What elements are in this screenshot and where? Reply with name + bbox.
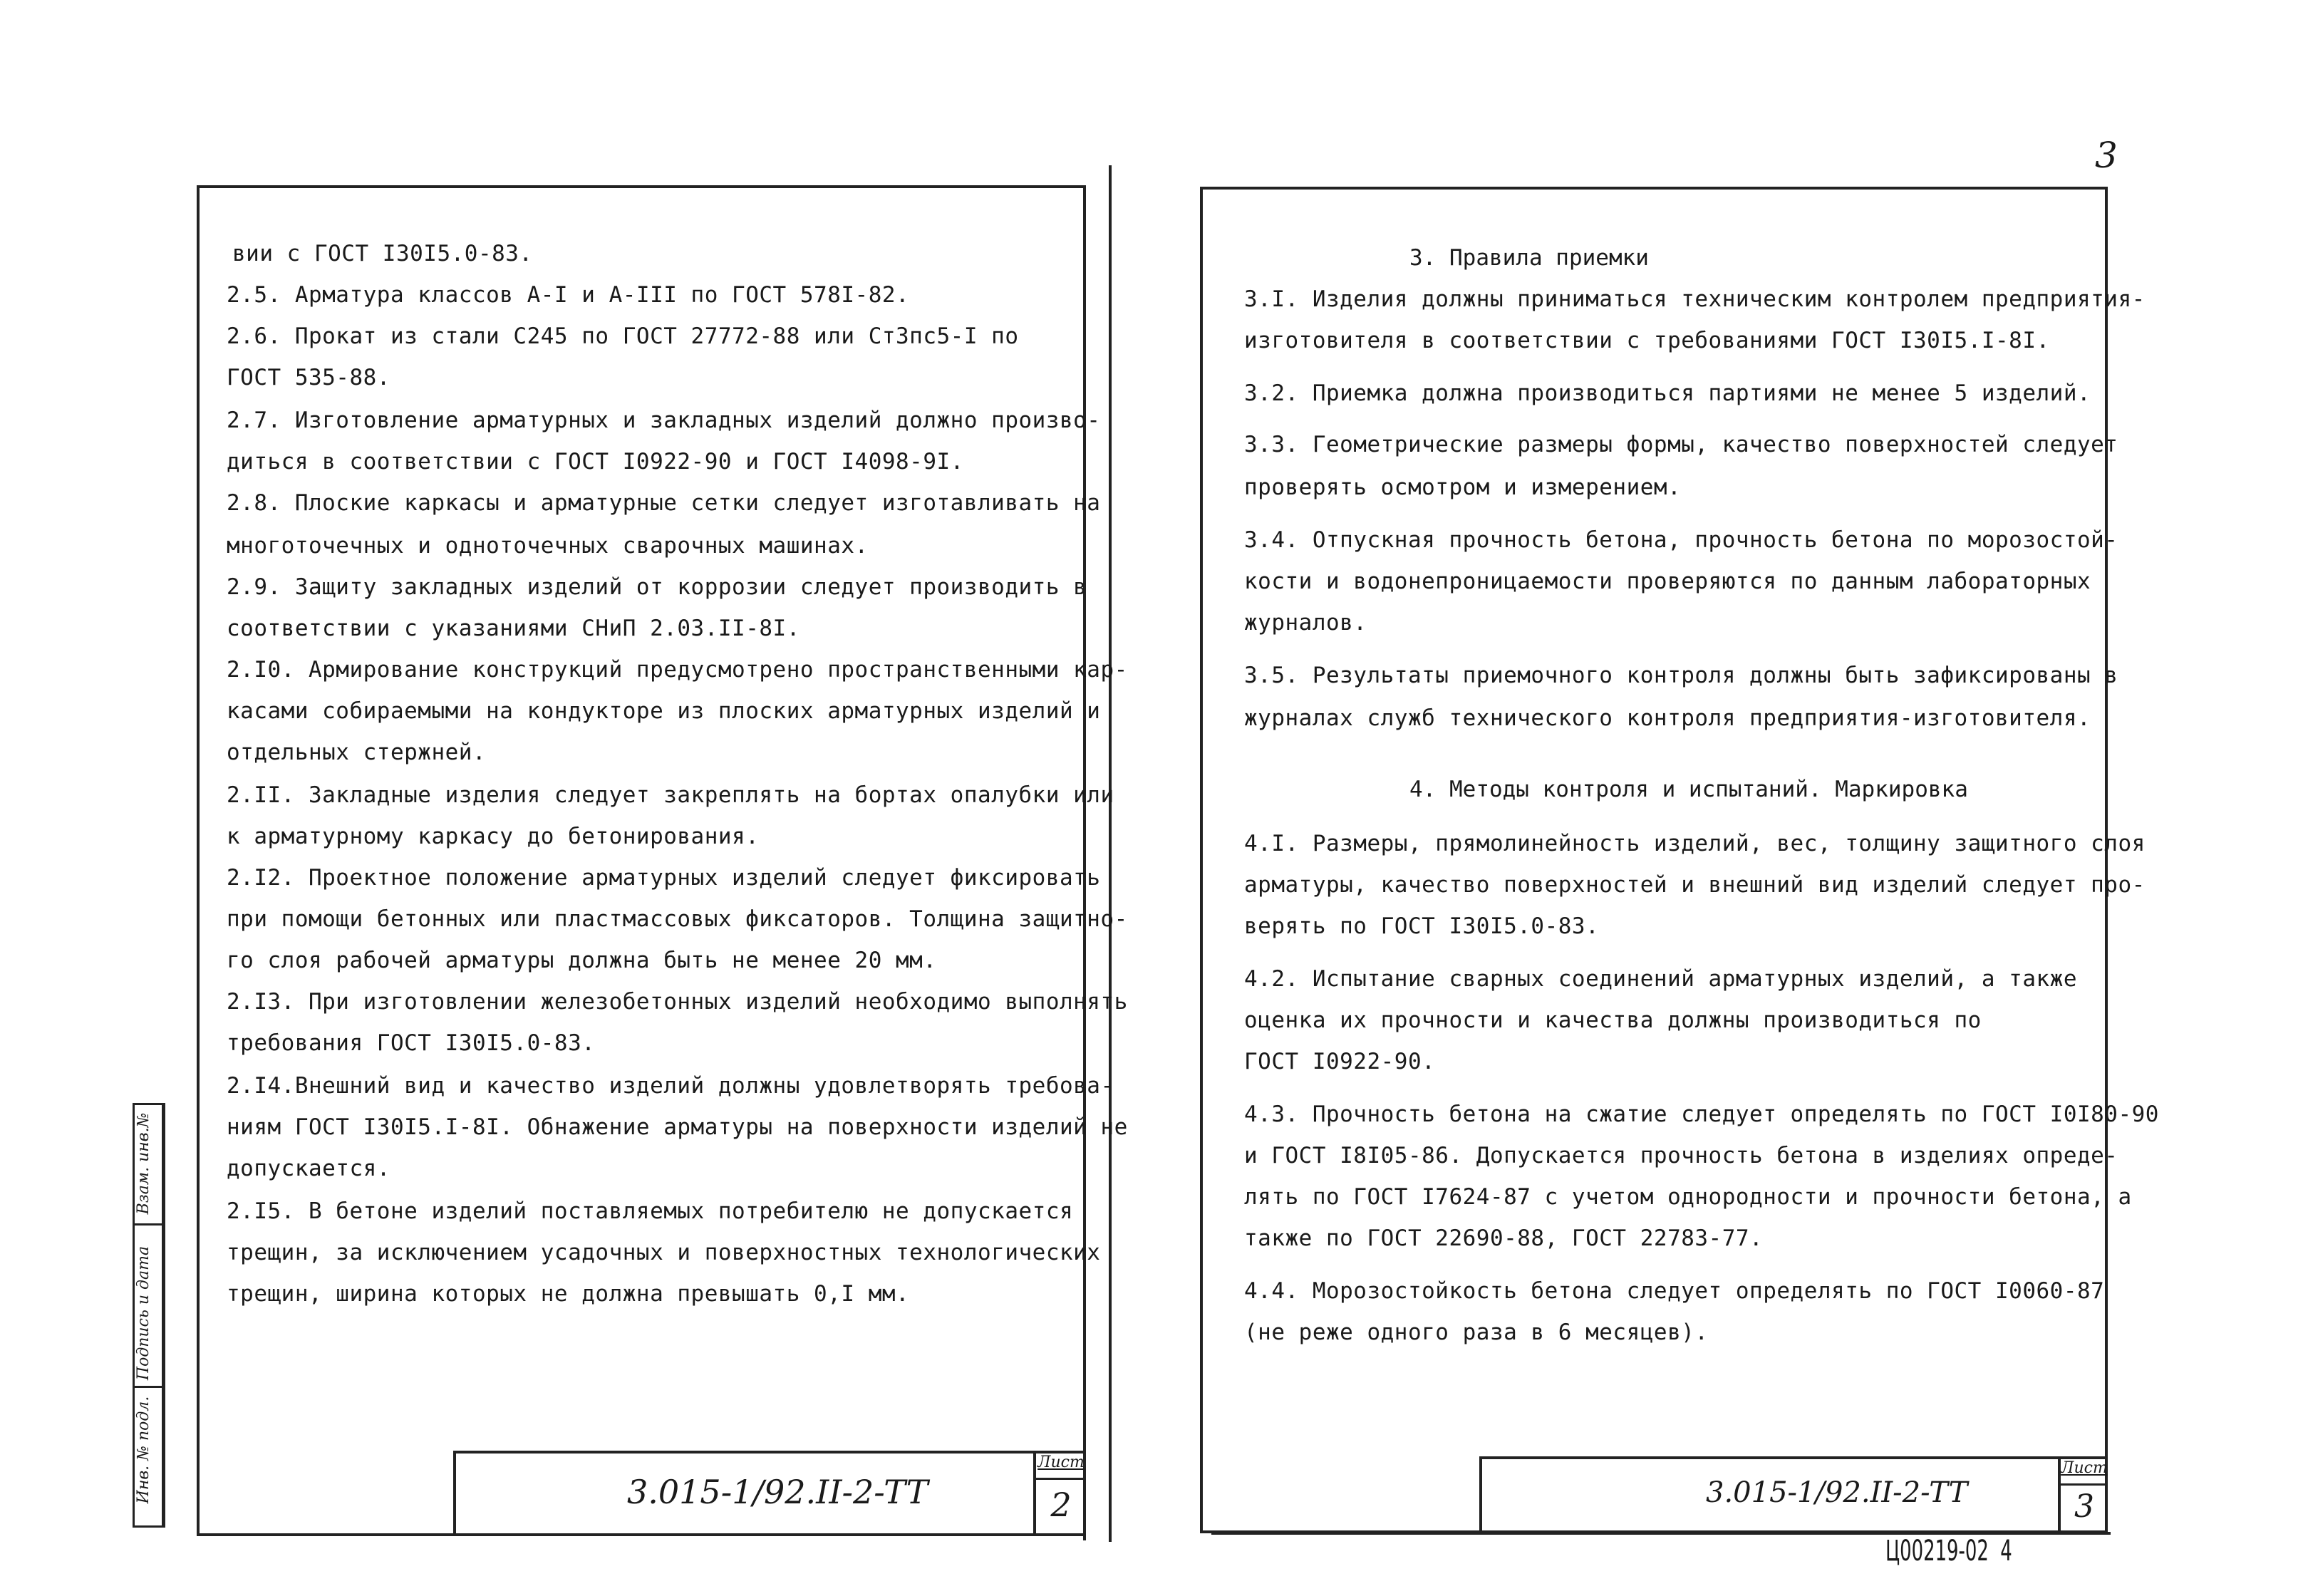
text-line: ГОСТ 535-88. (227, 365, 390, 390)
right-sheet-label: Лист (2061, 1459, 2108, 1477)
right-stamp-code: 3.015-1/92.II-2-TT (1706, 1476, 1968, 1509)
binding-line (1109, 165, 1112, 1542)
text-line: 3.3. Геометрические размеры формы, качество поверхностей следует (1244, 432, 2118, 457)
text-line: ниям ГОСТ I30I5.I-8I. Обнажение арматуры на поверхности изделий не (227, 1114, 1128, 1140)
text-line: 3.5. Результаты приемочного контроля должны быть зафиксированы в (1244, 663, 2118, 688)
text-line: 4.3. Прочность бетона на сжатие следует определять по ГОСТ I0I80-90 (1244, 1102, 2159, 1127)
text-line: 2.I2. Проектное положение арматурных изделий следует фиксировать (227, 865, 1101, 891)
text-line: также по ГОСТ 22690-88, ГОСТ 22783-77. (1244, 1226, 1764, 1251)
text-line: оценка их прочности и качества должны производиться по (1244, 1007, 1982, 1033)
side-stamp-inv-label: Инв. № подл. (135, 1396, 152, 1504)
text-line: го слоя рабочей арматуры должна быть не менее 20 мм. (227, 948, 937, 973)
text-line: арматуры, качество поверхностей и внешний вид изделий следует про- (1244, 872, 2146, 898)
text-line: соответствии с указаниями СНиП 2.03.II-8I. (227, 616, 800, 641)
side-stamp-replace-label: Взам. инв.№ (135, 1112, 152, 1215)
text-line: вии с ГОСТ I30I5.0-83. (232, 241, 533, 266)
text-line: 2.I5. В бетоне изделий поставляемых потребителю не допускается (227, 1198, 1074, 1224)
text-line: верять по ГОСТ I30I5.0-83. (1244, 913, 1600, 939)
text-line: 2.I3. При изготовлении железобетонных изделий необходимо выполнять (227, 989, 1128, 1015)
text-line: журналах служб технического контроля предприятия-изготовителя. (1244, 705, 2091, 731)
right-sheet-cell-divider (2061, 1483, 2108, 1486)
text-line: ГОСТ I0922-90. (1244, 1049, 1436, 1074)
text-line: 2.5. Арматура классов А-I и А-III по ГОСТ 578I-82. (227, 282, 910, 308)
text-line: 2.7. Изготовление арматурных и закладных изделий должно произво- (227, 408, 1101, 433)
text-line: 3.2. Приемка должна производиться партиями не менее 5 изделий. (1244, 380, 2091, 406)
page-number: 3 (2095, 135, 2118, 176)
archive-code: Ц00219-02 4 (1885, 1535, 2012, 1568)
right-sheet-cell (2058, 1456, 2108, 1533)
text-line: и ГОСТ I8I05-86. Допускается прочность бетона в изделиях опреде- (1244, 1143, 2118, 1168)
text-line: 2.I0. Армирование конструкций предусмотрено пространственными кар- (227, 657, 1128, 683)
text-line: к арматурному каркасу до бетонирования. (227, 824, 760, 849)
text-line: 2.8. Плоские каркасы и арматурные сетки следует изготавливать на (227, 490, 1101, 516)
text-line: отдельных стержней. (227, 740, 487, 765)
text-line: лять по ГОСТ I7624-87 с учетом однородности и прочности бетона, а (1244, 1184, 2132, 1210)
side-stamp-signature-label: Подпись и дата (135, 1245, 152, 1381)
text-line: диться в соответствии с ГОСТ I0922-90 и ГОСТ I4098-9I. (227, 449, 964, 475)
text-line: кости и водонепроницаемости проверяются по данным лабораторных (1244, 569, 2091, 594)
side-stamp-border (162, 1103, 165, 1528)
text-line: 4.2. Испытание сварных соединений арматурных изделий, а также (1244, 966, 2077, 992)
left-sheet-cell-divider (1036, 1478, 1086, 1480)
text-line: многоточечных и одноточечных сварочных машинах. (227, 533, 869, 559)
text-line: 4.4. Морозостойкость бетона следует определять по ГОСТ I0060-87 (1244, 1278, 2105, 1304)
text-line: допускается. (227, 1156, 390, 1181)
text-line: 3.4. Отпускная прочность бетона, прочность бетона по морозостой- (1244, 527, 2118, 553)
text-line: 2.II. Закладные изделия следует закреплять на бортах опалубки или (227, 782, 1114, 808)
text-line: трещин, за исключением усадочных и поверхностных технологических (227, 1240, 1101, 1265)
text-line: (не реже одного раза в 6 месяцев). (1244, 1320, 1709, 1345)
text-line: 4.I. Размеры, прямолинейность изделий, вес, толщину защитного слоя (1244, 831, 2146, 856)
text-line: трещин, ширина которых не должна превышать 0,I мм. (227, 1281, 910, 1307)
text-line: требования ГОСТ I30I5.0-83. (227, 1030, 596, 1056)
right-sheet-number: 3 (2074, 1488, 2094, 1525)
text-line: 3.I. Изделия должны приниматься техническим контролем предприятия- (1244, 286, 2146, 312)
section-3-title: 3. Правила приемки (1409, 245, 1649, 271)
text-line: касами собираемыми на кондукторе из плоских арматурных изделий и (227, 698, 1101, 724)
text-line: проверять осмотром и измерением. (1244, 475, 1682, 500)
text-line: при помощи бетонных или пластмассовых фиксаторов. Толщина защитно- (227, 906, 1128, 932)
text-line: изготовителя в соответствии с требованиями ГОСТ I30I5.I-8I. (1244, 328, 2050, 353)
left-sheet-cell (1033, 1451, 1086, 1536)
text-line: 2.9. Защиту закладных изделий от коррозии следует производить в (227, 574, 1087, 600)
section-4-title: 4. Методы контроля и испытаний. Маркировка (1409, 777, 1968, 802)
left-sheet-number: 2 (1050, 1486, 1072, 1524)
text-line: 2.6. Прокат из стали С245 по ГОСТ 27772-88 или Ст3пс5-I по (227, 323, 1019, 349)
left-stamp-code: 3.015-1/92.II-2-TT (627, 1473, 928, 1511)
text-line: журналов. (1244, 610, 1367, 636)
text-line: 2.I4.Внешний вид и качество изделий должны удовлетворять требова- (227, 1073, 1114, 1099)
left-sheet-label: Лист (1037, 1454, 1085, 1471)
